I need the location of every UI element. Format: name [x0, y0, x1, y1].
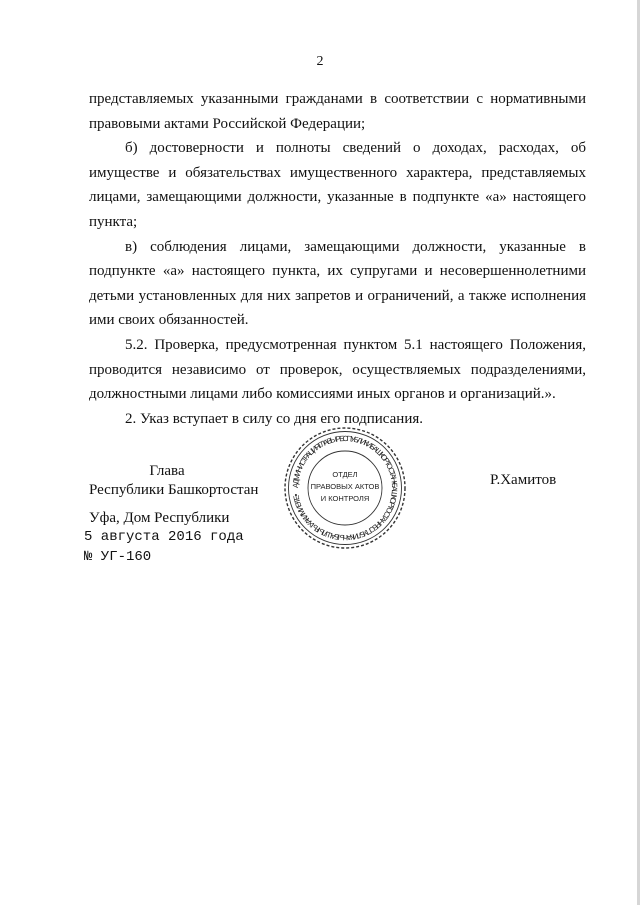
seal-center-line3: И КОНТРОЛЯ [320, 494, 370, 503]
seal-ring-text: АДМИНИСТРАЦИЯ ГЛАВЫ РЕСПУБЛИКИ БАШКОРТОСТАН • БАШКОРТОСТАН РЕСПУБЛИКАҺЫ БАШЛЫҒЫ ХАКИМИӘТЕ • [290, 433, 400, 543]
seal-center-line1: ОТДЕЛ [332, 470, 358, 479]
page-number: 2 [316, 54, 324, 69]
paragraph-5-2: 5.2. Проверка, предусмотренная пунктом 5.1 настоящего Положения, проводится независимо от проверок, осуществляемых подразделениями, должностными лицами либо комиссиями иных органов и организаций.». [89, 336, 586, 403]
seal-center-line2: ПРАВОВЫХ АКТОВ [310, 482, 380, 491]
paragraph-continuation: представляемых указанными гражданами в соответствии с нормативными правовыми актами Российской Федерации; [89, 91, 586, 132]
signer-name: Р.Хамитов [490, 472, 557, 488]
signer-title-line1: Глава [149, 463, 185, 479]
signing-date: 5 августа 2016 года [84, 529, 244, 545]
signer-title [89, 462, 259, 500]
paragraph-effective: 2. Указ вступает в силу со дня его подписания. [125, 410, 423, 427]
decree-number: № УГ-160 [84, 549, 152, 565]
signing-place: Уфа, Дом Республики [89, 510, 230, 526]
paragraph-item-v: в) соблюдения лицами, замещающими должности, указанные в подпункте «а» настоящего пункта, их супругами и несовершеннолетними детьми установленных для них запретов и ограничений, а также исполнения ими своих обязанностей. [89, 238, 586, 329]
document-body [89, 87, 586, 431]
signer-title-line2: Республики Башкортостан [89, 482, 259, 498]
official-seal-stamp [282, 425, 408, 551]
paragraph-item-b: б) достоверности и полноты сведений о доходах, расходах, об имуществе и обязательствах имущественного характера, представляемых лицами, замещающими должности, указанные в подпункте «а» настоящего пункта; [89, 140, 586, 230]
